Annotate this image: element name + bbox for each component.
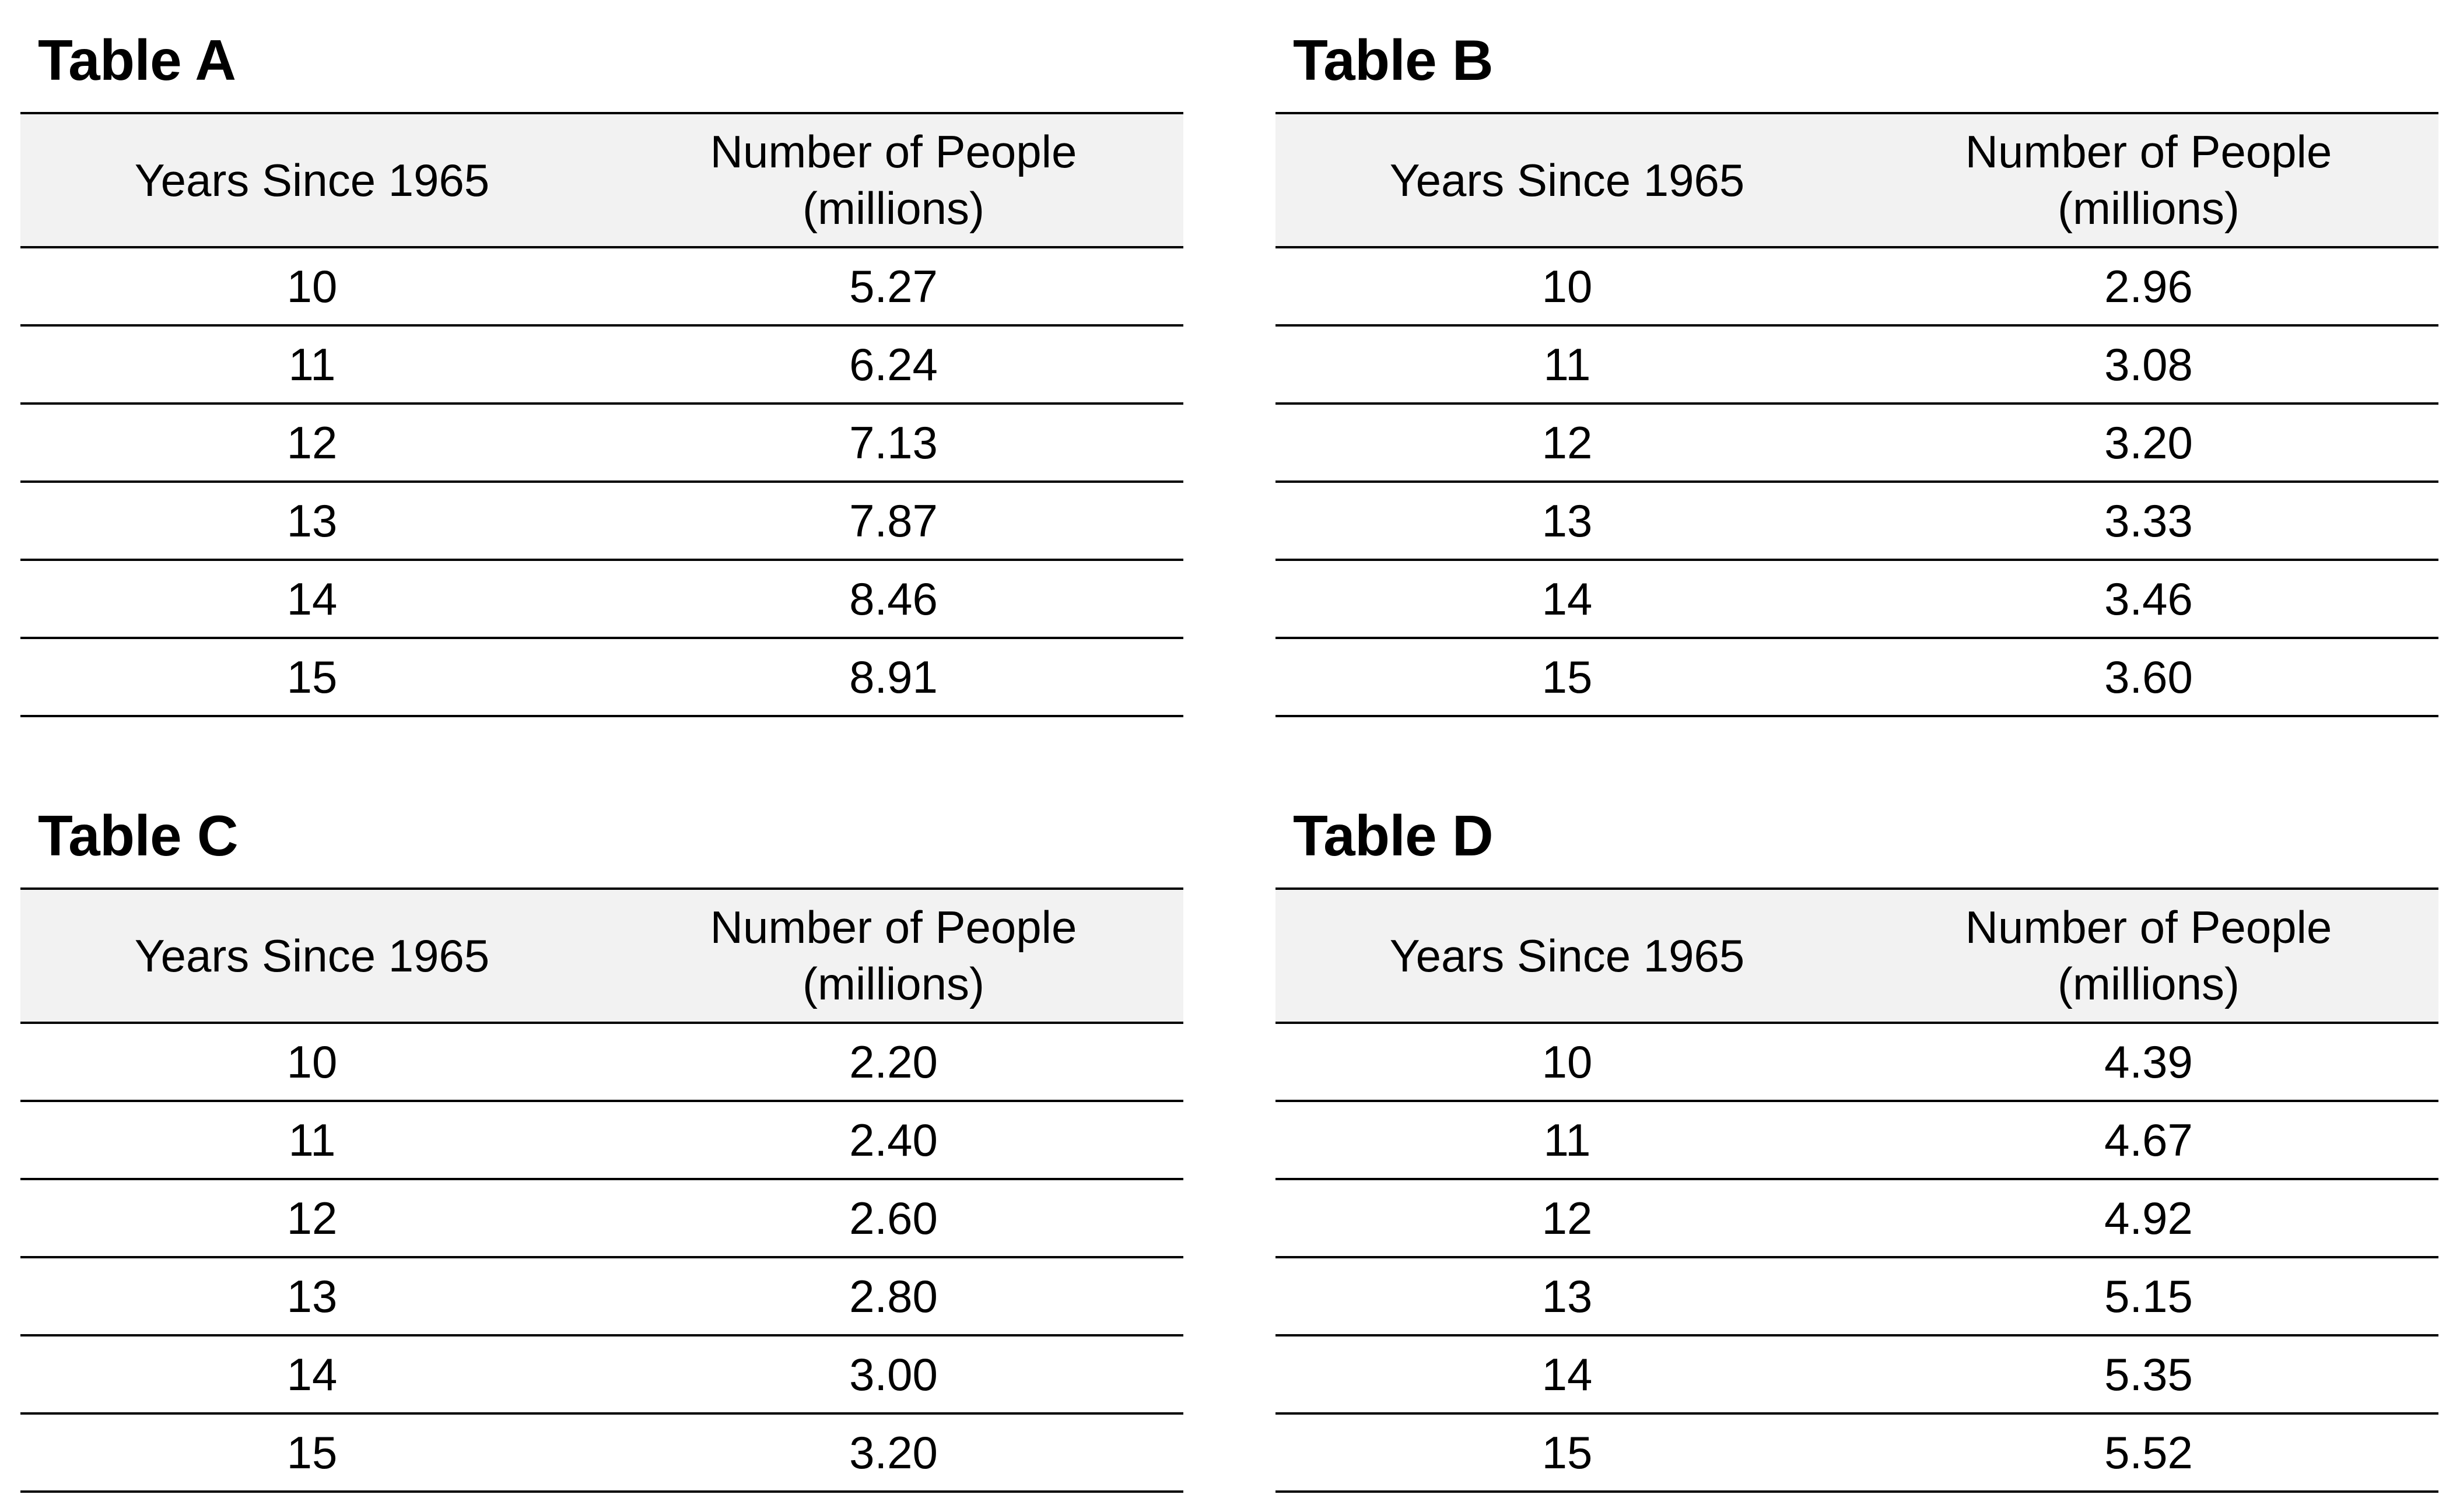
people-header [1859,889,2438,1023]
table-row [1275,404,2438,482]
table-c-header-row [20,889,1183,1023]
people-header-line1: Number of People [710,901,1077,953]
years-cell: 11 [1275,1101,1859,1179]
table-row [20,638,1183,716]
years-header: Years Since 1965 [1275,113,1859,247]
people-header [1859,113,2438,247]
years-cell: 12 [1275,1179,1859,1257]
table-row [20,482,1183,560]
people-cell: 2.80 [604,1257,1183,1335]
table-b-header-row [1275,113,2438,247]
people-header-line2: (millions) [803,183,984,234]
people-cell: 3.33 [1859,482,2438,560]
table-c [20,887,1183,1493]
years-cell: 14 [20,560,604,638]
people-header-line1: Number of People [1965,126,2332,177]
years-cell: 15 [20,638,604,716]
years-header: Years Since 1965 [20,889,604,1023]
people-header-line1: Number of People [710,126,1077,177]
people-cell: 2.20 [604,1023,1183,1101]
years-cell: 11 [20,1101,604,1179]
years-cell: 10 [1275,247,1859,325]
table-row [20,1179,1183,1257]
people-cell: 5.15 [1859,1257,2438,1335]
table-c-title: Table C [38,804,239,868]
table-a [20,112,1183,717]
years-cell: 12 [20,404,604,482]
years-cell: 13 [1275,1257,1859,1335]
people-cell: 3.20 [604,1413,1183,1492]
table-row [1275,560,2438,638]
years-cell: 12 [1275,404,1859,482]
people-cell: 4.39 [1859,1023,2438,1101]
years-header: Years Since 1965 [20,113,604,247]
people-cell: 2.40 [604,1101,1183,1179]
table-row [20,1023,1183,1101]
table-a-block [20,23,1183,717]
people-cell: 4.67 [1859,1101,2438,1179]
table-row [20,1101,1183,1179]
years-cell: 10 [20,247,604,325]
table-a-title: Table A [38,28,236,92]
people-cell: 3.08 [1859,325,2438,404]
table-row [20,404,1183,482]
table-row [1275,1101,2438,1179]
table-row [1275,1023,2438,1101]
people-cell: 2.96 [1859,247,2438,325]
people-header [604,113,1183,247]
years-cell: 12 [20,1179,604,1257]
table-d [1275,887,2438,1493]
people-cell: 8.91 [604,638,1183,716]
table-row [1275,1257,2438,1335]
people-cell: 3.60 [1859,638,2438,716]
people-header-line1: Number of People [1965,901,2332,953]
people-cell: 3.20 [1859,404,2438,482]
years-cell: 15 [20,1413,604,1492]
people-cell: 5.52 [1859,1413,2438,1492]
years-header: Years Since 1965 [1275,889,1859,1023]
years-cell: 14 [20,1335,604,1413]
people-cell: 7.87 [604,482,1183,560]
table-row [20,1257,1183,1335]
table-b [1275,112,2438,717]
years-cell: 11 [20,325,604,404]
people-cell: 8.46 [604,560,1183,638]
people-cell: 5.35 [1859,1335,2438,1413]
people-cell: 6.24 [604,325,1183,404]
table-row [1275,1335,2438,1413]
table-row [20,560,1183,638]
table-b-title: Table B [1293,28,1494,92]
table-row [1275,482,2438,560]
years-cell: 13 [20,1257,604,1335]
people-cell: 3.00 [604,1335,1183,1413]
people-cell: 7.13 [604,404,1183,482]
years-cell: 15 [1275,638,1859,716]
table-c-block [20,799,1183,1493]
people-header [604,889,1183,1023]
table-row [20,1413,1183,1492]
years-cell: 10 [20,1023,604,1101]
table-row [20,247,1183,325]
years-cell: 14 [1275,560,1859,638]
table-a-header-row [20,113,1183,247]
years-cell: 14 [1275,1335,1859,1413]
table-d-block [1275,799,2438,1493]
table-row [20,1335,1183,1413]
table-row [1275,638,2438,716]
table-b-block [1275,23,2438,717]
years-cell: 11 [1275,325,1859,404]
years-cell: 10 [1275,1023,1859,1101]
table-row [1275,325,2438,404]
people-cell: 3.46 [1859,560,2438,638]
table-row [1275,1179,2438,1257]
people-cell: 4.92 [1859,1179,2438,1257]
people-cell: 2.60 [604,1179,1183,1257]
years-cell: 13 [1275,482,1859,560]
table-d-header-row [1275,889,2438,1023]
years-cell: 15 [1275,1413,1859,1492]
people-header-line2: (millions) [2058,958,2240,1009]
people-header-line2: (millions) [803,958,984,1009]
people-header-line2: (millions) [2058,183,2240,234]
table-row [1275,247,2438,325]
people-cell: 5.27 [604,247,1183,325]
table-d-title: Table D [1293,804,1494,868]
table-row [1275,1413,2438,1492]
table-row [20,325,1183,404]
years-cell: 13 [20,482,604,560]
